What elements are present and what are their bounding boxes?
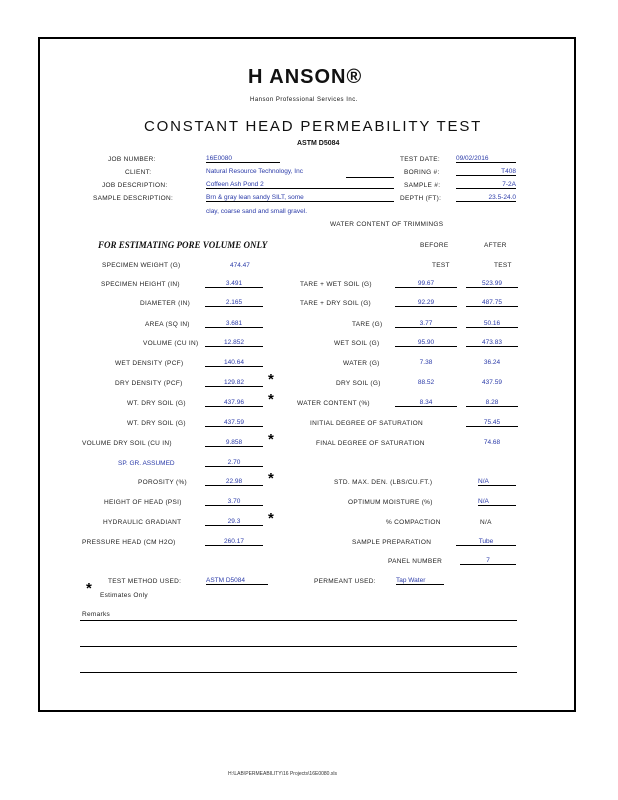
water-content-label: WATER CONTENT (%) — [297, 400, 370, 407]
volume-dry-soil-value: 9.858 — [205, 439, 263, 447]
tare-wet-soil-label: TARE + WET SOIL (G) — [300, 281, 372, 288]
area-label: AREA (SQ IN) — [145, 321, 190, 328]
optimum-moisture-label: OPTIMUM MOISTURE (%) — [348, 499, 433, 506]
wet-soil-after: 473.83 — [466, 339, 518, 347]
estimates-asterisk: * — [86, 580, 92, 597]
form-border — [38, 37, 576, 712]
depth-value: 23.5-24.0 — [456, 194, 516, 202]
remarks-label: Remarks — [82, 611, 111, 618]
specimen-weight-value: 474.47 — [230, 262, 250, 269]
wet-density-value: 140.64 — [205, 359, 263, 367]
boring-label: BORING #: — [404, 169, 440, 176]
wet-soil-label: WET SOIL (G) — [334, 340, 380, 347]
porosity-value: 22.98 — [205, 478, 263, 486]
specimen-height-label: SPECIMEN HEIGHT (IN) — [101, 281, 180, 288]
tare-dry-soil-label: TARE + DRY SOIL (G) — [300, 300, 372, 307]
tare-after: 50.16 — [466, 320, 518, 328]
volume-label: VOLUME (CU IN) — [143, 340, 199, 347]
sample-description-value: Brn & gray lean sandy SILT, some — [206, 194, 394, 202]
estimates-only-label: Estimates Only — [100, 592, 148, 599]
panel-number-label: PANEL NUMBER — [388, 558, 443, 565]
hanson-logo: H ANSON® — [248, 66, 363, 88]
depth-label: DEPTH (FT): — [400, 195, 442, 202]
test-header-after: TEST — [494, 262, 512, 269]
final-saturation-value: 74.68 — [483, 439, 501, 446]
remarks-line — [80, 672, 517, 673]
job-description-value: Coffeen Ash Pond 2 — [206, 181, 394, 189]
tare-dry-soil-after: 487.75 — [466, 299, 518, 307]
volume-value: 12.852 — [205, 339, 263, 347]
initial-saturation-value: 75.45 — [466, 419, 518, 427]
volume-dry-soil-label: VOLUME DRY SOIL (CU IN) — [82, 440, 172, 447]
tare-before: 3.77 — [395, 320, 457, 328]
test-standard: ASTM D5084 — [297, 140, 340, 147]
tare-wet-soil-before: 99.67 — [395, 280, 457, 288]
test-date-value: 09/02/2016 — [456, 155, 516, 163]
boring-value: T408 — [456, 168, 516, 176]
client-value: Natural Resource Technology, Inc — [206, 168, 303, 175]
remarks-line — [80, 620, 517, 621]
test-date-label: TEST DATE: — [400, 156, 440, 163]
porosity-label: POROSITY (%) — [138, 479, 187, 486]
page-title: CONSTANT HEAD PERMEABILITY TEST — [144, 118, 483, 135]
dry-density-value: 129.82 — [205, 379, 263, 387]
dry-soil-label: DRY SOIL (G) — [336, 380, 381, 387]
job-description-label: JOB DESCRIPTION: — [102, 182, 168, 189]
wet-soil-before: 95.90 — [395, 339, 457, 347]
hydraulic-gradiant-label: HYDRAULIC GRADIANT — [103, 519, 182, 526]
optimum-moisture-value: N/A — [478, 498, 516, 506]
compaction-label: % COMPACTION — [386, 519, 441, 526]
panel-number-value: 7 — [460, 557, 516, 565]
wt-dry-soil-label: WT. DRY SOIL (G) — [127, 400, 186, 407]
job-number-value: 16E0080 — [206, 155, 280, 163]
sample-number-label: SAMPLE #: — [404, 182, 441, 189]
water-label: WATER (G) — [343, 360, 380, 367]
std-max-den-label: STD. MAX. DEN. (LBS/CU.FT.) — [334, 479, 433, 486]
area-value: 3.681 — [205, 320, 263, 328]
remarks-line — [80, 646, 517, 647]
dry-soil-before: 88.52 — [417, 379, 435, 386]
company-line: Hanson Professional Services Inc. — [250, 97, 358, 103]
before-header: BEFORE — [420, 242, 449, 249]
water-before: 7.38 — [419, 359, 433, 366]
water-content-before: 8.34 — [395, 399, 457, 407]
height-of-head-value: 3.70 — [205, 498, 263, 506]
final-saturation-label: FINAL DEGREE OF SATURATION — [316, 440, 425, 447]
estimate-asterisk: * — [268, 371, 274, 388]
dry-soil-after: 437.59 — [482, 379, 502, 386]
water-content-after: 8.28 — [466, 399, 518, 407]
permeant-label: PERMEANT USED: — [314, 578, 376, 585]
sample-preparation-value: Tube — [456, 538, 516, 546]
std-max-den-value: N/A — [478, 478, 516, 486]
client-label: CLIENT: — [125, 169, 152, 176]
tare-wet-soil-after: 523.99 — [466, 280, 518, 288]
estimate-asterisk: * — [268, 470, 274, 487]
wt-dry-soil-label-2: WT. DRY SOIL (G) — [127, 420, 186, 427]
file-path-footer: H:\LAB\PERMEABILITY\16 Projects\16E0080.xls — [228, 771, 337, 777]
permeant-value: Tap Water — [396, 577, 444, 585]
hydraulic-gradiant-value: 29.3 — [205, 518, 263, 526]
height-of-head-label: HEIGHT OF HEAD (PSI) — [104, 499, 182, 506]
initial-saturation-label: INITIAL DEGREE OF SATURATION — [310, 420, 424, 427]
diameter-value: 2.165 — [205, 299, 263, 307]
specific-gravity-value: 2.70 — [205, 459, 263, 467]
sample-number-value: 7-2A — [456, 181, 516, 189]
test-method-value: ASTM D5084 — [206, 577, 268, 585]
wet-density-label: WET DENSITY (PCF) — [115, 360, 184, 367]
pressure-head-value: 260.17 — [205, 538, 263, 546]
estimating-pore-volume-heading: FOR ESTIMATING PORE VOLUME ONLY — [98, 240, 268, 250]
sample-preparation-label: SAMPLE PREPARATION — [352, 539, 432, 546]
specific-gravity-label: SP. GR. ASSUMED — [118, 460, 175, 467]
estimate-asterisk: * — [268, 510, 274, 527]
test-header-before: TEST — [432, 262, 450, 269]
specimen-weight-label: SPECIMEN WEIGHT (G) — [102, 262, 181, 269]
water-content-trimmings-label: WATER CONTENT OF TRIMMINGS — [330, 221, 444, 228]
estimate-asterisk: * — [268, 391, 274, 408]
wt-dry-soil-value: 437.96 — [205, 399, 263, 407]
after-header: AFTER — [484, 242, 507, 249]
job-number-label: JOB NUMBER: — [108, 156, 156, 163]
tare-dry-soil-before: 92.29 — [395, 299, 457, 307]
compaction-value: N/A — [480, 519, 492, 526]
dry-density-label: DRY DENSITY (PCF) — [115, 380, 183, 387]
diameter-label: DIAMETER (IN) — [140, 300, 191, 307]
specimen-height-value: 3.491 — [205, 280, 263, 288]
test-method-label: TEST METHOD USED: — [108, 578, 182, 585]
water-after: 36.24 — [483, 359, 501, 366]
sample-description-value-2: clay, coarse sand and small gravel. — [206, 208, 308, 215]
sample-description-label: SAMPLE DESCRIPTION: — [93, 195, 174, 202]
pressure-head-label: PRESSURE HEAD (CM H2O) — [82, 539, 176, 546]
tare-label: TARE (G) — [352, 321, 383, 328]
wt-dry-soil-value-2: 437.59 — [205, 419, 263, 427]
client-underline — [346, 177, 394, 178]
estimate-asterisk: * — [268, 431, 274, 448]
